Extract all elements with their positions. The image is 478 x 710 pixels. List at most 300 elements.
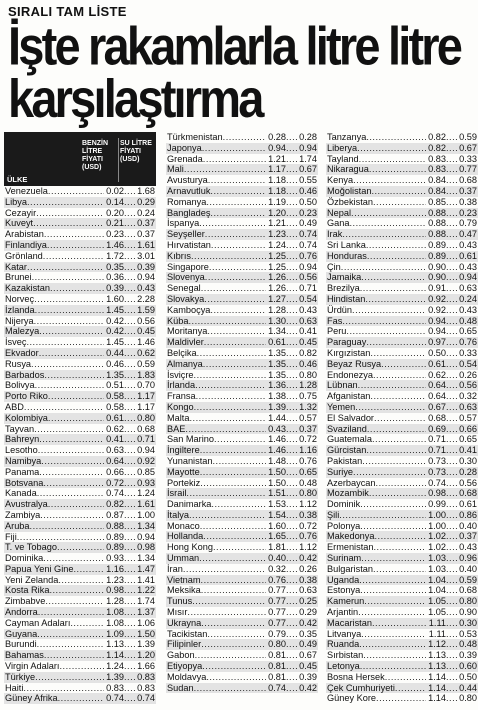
dot-leader <box>211 240 266 251</box>
dot-leader <box>446 272 457 283</box>
gasoline-price: 0.94 <box>428 315 446 326</box>
water-price: 0.44 <box>459 682 477 693</box>
table-row <box>166 326 318 337</box>
water-price: 0.25 <box>299 596 317 607</box>
water-price: 1.00 <box>137 509 155 520</box>
dot-leader <box>200 521 266 532</box>
country-name: Mısır <box>167 607 188 618</box>
gasoline-price: 0.64 <box>106 455 124 466</box>
country-name: Fiji <box>5 531 17 542</box>
country-name: Barbados <box>5 369 45 380</box>
dot-leader <box>286 553 297 564</box>
gasoline-price: 1.14 <box>428 693 446 704</box>
water-price: 1.50 <box>137 628 155 639</box>
water-price: 0.37 <box>137 229 155 240</box>
country-name: Kongo <box>167 401 194 412</box>
table-row <box>326 402 478 413</box>
water-price: 1.47 <box>137 563 155 574</box>
table-row <box>166 359 318 370</box>
dot-leader <box>124 693 135 704</box>
dot-leader <box>48 499 104 510</box>
gasoline-price: 1.20 <box>268 207 286 218</box>
water-price: 0.76 <box>299 531 317 542</box>
water-price: 0.65 <box>459 326 477 337</box>
table-row <box>166 434 318 445</box>
table-row <box>4 456 156 467</box>
table-row <box>326 175 478 186</box>
water-price: 0.67 <box>459 142 477 153</box>
table-row <box>166 478 318 489</box>
dot-leader <box>124 380 135 391</box>
water-price: 0.45 <box>299 337 317 348</box>
dot-leader <box>286 639 297 650</box>
country-name: BAE <box>167 423 186 434</box>
dot-leader <box>45 596 104 607</box>
gasoline-price: 1.00 <box>428 520 446 531</box>
table-row <box>4 542 156 553</box>
dot-leader <box>286 164 297 175</box>
water-price: 0.70 <box>137 380 155 391</box>
country-name: San Marino <box>167 434 214 445</box>
water-price: 3.01 <box>137 250 155 261</box>
dot-leader <box>446 467 457 478</box>
dot-leader <box>124 564 135 575</box>
country-name: Beyaz Rusya <box>327 358 382 369</box>
dot-leader <box>381 359 426 370</box>
table-row <box>4 434 156 445</box>
country-name: Lesotho <box>5 445 38 456</box>
dot-leader <box>286 326 297 337</box>
water-price: 0.53 <box>459 628 477 639</box>
dot-leader <box>44 229 104 240</box>
dot-leader <box>446 402 457 413</box>
table-row <box>166 294 318 305</box>
gasoline-price: 0.23 <box>106 229 124 240</box>
table-row <box>326 585 478 596</box>
water-price: 0.68 <box>459 488 477 499</box>
water-price: 0.45 <box>137 326 155 337</box>
dot-leader <box>185 424 266 435</box>
country-name: Zambiya <box>5 509 41 520</box>
table-row <box>4 240 156 251</box>
gasoline-price: 0.41 <box>106 434 124 445</box>
dot-leader <box>43 553 104 564</box>
table-row <box>166 337 318 348</box>
dot-leader <box>73 564 104 575</box>
gasoline-price: 1.23 <box>106 574 124 585</box>
dot-leader <box>286 186 297 197</box>
dot-leader <box>286 316 297 327</box>
dot-leader <box>446 693 457 704</box>
dot-leader <box>214 434 266 445</box>
dot-leader <box>446 672 457 683</box>
gasoline-price: 1.60 <box>106 293 124 304</box>
table-row <box>166 467 318 478</box>
country-name: Haiti <box>5 682 24 693</box>
dot-leader <box>36 208 104 219</box>
dot-leader <box>446 521 457 532</box>
dot-leader <box>223 132 266 143</box>
table-row <box>4 467 156 478</box>
water-price: 0.75 <box>299 391 317 402</box>
water-price: 0.41 <box>459 445 477 456</box>
dot-leader <box>372 434 426 445</box>
gasoline-price: 0.81 <box>268 650 286 661</box>
water-price: 0.94 <box>137 272 155 283</box>
water-price: 0.98 <box>137 542 155 553</box>
table-row <box>4 197 156 208</box>
headline: İşte rakamlarla litre litre karşılaştırma <box>8 15 461 129</box>
dot-leader <box>195 380 266 391</box>
dot-leader <box>360 585 426 596</box>
water-price: 0.74 <box>137 693 155 704</box>
dot-leader <box>286 683 297 694</box>
dot-leader <box>49 585 104 596</box>
dot-leader <box>349 218 426 229</box>
dot-leader <box>124 683 135 694</box>
dot-leader <box>204 337 266 348</box>
dot-leader <box>286 650 297 661</box>
dot-leader <box>362 456 426 467</box>
table-row <box>326 370 478 381</box>
dot-leader <box>365 294 426 305</box>
dot-leader <box>346 326 426 337</box>
dot-leader <box>286 305 297 316</box>
dot-leader <box>446 326 457 337</box>
dot-leader <box>124 262 135 273</box>
gasoline-price: 1.54 <box>268 509 286 520</box>
price-table-column-3 <box>326 132 478 704</box>
country-name: Avustralya <box>5 499 48 510</box>
gasoline-price: 1.02 <box>428 542 446 553</box>
dot-leader <box>124 391 135 402</box>
country-name: Jamaika <box>327 272 362 283</box>
water-price: 1.22 <box>137 585 155 596</box>
gasoline-price: 0.77 <box>268 585 286 596</box>
gasoline-price: 1.44 <box>268 412 286 423</box>
dot-leader <box>446 456 457 467</box>
water-price: 0.48 <box>459 639 477 650</box>
water-price: 0.41 <box>299 326 317 337</box>
header-divider <box>118 138 119 182</box>
table-row <box>4 370 156 381</box>
table-row <box>326 218 478 229</box>
country-name: Surinam <box>327 553 362 564</box>
water-price: 0.82 <box>299 347 317 358</box>
gasoline-price: 0.94 <box>268 142 286 153</box>
water-price: 0.61 <box>459 250 477 261</box>
table-row <box>4 218 156 229</box>
gasoline-price: 1.72 <box>106 250 124 261</box>
country-name: Gana <box>327 218 350 229</box>
country-name: Vietnam <box>167 574 201 585</box>
water-price: 0.42 <box>299 682 317 693</box>
gasoline-price: 0.77 <box>268 617 286 628</box>
dot-leader <box>35 672 104 683</box>
dot-leader <box>40 510 104 521</box>
table-row <box>326 424 478 435</box>
table-row <box>4 186 156 197</box>
table-row <box>326 542 478 553</box>
country-name: Almanya <box>167 358 203 369</box>
dot-leader <box>446 348 457 359</box>
dot-leader <box>357 143 426 154</box>
table-row <box>4 208 156 219</box>
dot-leader <box>205 229 266 240</box>
gasoline-price: 0.14 <box>106 196 124 207</box>
dot-leader <box>376 478 426 489</box>
gasoline-price: 1.12 <box>428 639 446 650</box>
dot-leader <box>370 391 426 402</box>
dot-leader <box>446 294 457 305</box>
table-row <box>326 683 478 694</box>
water-price: 0.56 <box>459 477 477 488</box>
dot-leader <box>355 402 426 413</box>
dot-leader <box>196 391 266 402</box>
gasoline-price: 1.38 <box>268 391 286 402</box>
country-name: Hollanda <box>167 531 204 542</box>
country-name: Kenya <box>327 175 354 186</box>
gasoline-price: 1.18 <box>268 185 286 196</box>
country-name: Bulgaristan <box>327 563 373 574</box>
dot-leader <box>370 348 426 359</box>
table-row <box>4 650 156 661</box>
gasoline-price: 0.76 <box>268 574 286 585</box>
gasoline-price: 0.73 <box>428 466 446 477</box>
dot-leader <box>286 262 297 273</box>
gasoline-price: 0.40 <box>268 553 286 564</box>
table-row <box>326 445 478 456</box>
table-row <box>166 639 318 650</box>
gasoline-price: 0.32 <box>268 563 286 574</box>
country-name: İsrail <box>167 488 187 499</box>
table-row <box>166 564 318 575</box>
water-price: 0.74 <box>299 239 317 250</box>
dot-leader <box>446 208 457 219</box>
dot-leader <box>124 434 135 445</box>
gasoline-price: 0.89 <box>428 239 446 250</box>
dot-leader <box>446 175 457 186</box>
table-row <box>166 175 318 186</box>
table-row <box>166 262 318 273</box>
gasoline-price: 0.68 <box>428 412 446 423</box>
gasoline-price: 1.60 <box>268 520 286 531</box>
country-name: Norveç <box>5 293 35 304</box>
gasoline-price: 0.85 <box>428 196 446 207</box>
table-row <box>4 693 156 704</box>
table-row <box>166 316 318 327</box>
dot-leader <box>192 596 266 607</box>
water-price: 0.68 <box>137 423 155 434</box>
water-price: 0.94 <box>137 445 155 456</box>
dot-leader <box>373 197 426 208</box>
table-row <box>326 229 478 240</box>
dot-leader <box>194 683 266 694</box>
water-price: 0.43 <box>459 542 477 553</box>
dot-leader <box>446 499 457 510</box>
table-row <box>166 618 318 629</box>
country-name: T. ve Tobago <box>5 542 57 553</box>
water-price: 0.26 <box>459 369 477 380</box>
table-row <box>166 672 318 683</box>
water-price: 0.37 <box>299 423 317 434</box>
country-name: Papua Yeni Gine <box>5 563 74 574</box>
water-price: 0.46 <box>299 358 317 369</box>
country-name: Fas <box>327 315 343 326</box>
dot-leader <box>27 197 104 208</box>
water-price: 0.39 <box>459 650 477 661</box>
country-name: Kolombiya <box>5 412 48 423</box>
dot-leader <box>186 488 266 499</box>
water-price: 1.17 <box>137 391 155 402</box>
gasoline-price: 0.51 <box>106 380 124 391</box>
gasoline-price: 0.74 <box>106 693 124 704</box>
dot-leader <box>201 618 266 629</box>
water-price: 0.43 <box>459 261 477 272</box>
country-name: Malezya <box>5 326 40 337</box>
table-row <box>166 629 318 640</box>
table-header <box>4 132 156 186</box>
dot-leader <box>207 629 266 640</box>
table-row <box>4 478 156 489</box>
water-price: 1.59 <box>137 304 155 315</box>
water-price: 0.71 <box>299 283 317 294</box>
dot-leader <box>360 499 426 510</box>
dot-leader <box>201 283 266 294</box>
dot-leader <box>286 413 297 424</box>
dot-leader <box>38 607 104 618</box>
table-row <box>166 413 318 424</box>
water-price: 0.38 <box>299 509 317 520</box>
country-name: Libya <box>5 196 27 207</box>
table-row <box>166 164 318 175</box>
water-price: 0.42 <box>299 553 317 564</box>
country-name: Cezayir <box>5 207 37 218</box>
water-price: 0.67 <box>299 164 317 175</box>
dot-leader <box>395 683 426 694</box>
gasoline-price: 0.64 <box>428 380 446 391</box>
dot-leader <box>286 596 297 607</box>
table-row <box>4 661 156 672</box>
country-name: Grönland <box>5 250 43 261</box>
gasoline-price: 1.26 <box>268 283 286 294</box>
table-row <box>326 467 478 478</box>
dot-leader <box>286 542 297 553</box>
country-name: Arabistan <box>5 229 44 240</box>
country-name: Cayman Adaları <box>5 617 71 628</box>
country-name: Guatemala <box>327 434 372 445</box>
water-price: 0.26 <box>299 563 317 574</box>
gasoline-price: 0.82 <box>106 499 124 510</box>
table-row <box>166 391 318 402</box>
gasoline-price: 0.89 <box>106 542 124 553</box>
country-name: Nikaragua <box>327 164 369 175</box>
gasoline-price: 1.21 <box>268 218 286 229</box>
dot-leader <box>341 262 426 273</box>
country-name: Arjantin <box>327 607 359 618</box>
table-row <box>4 553 156 564</box>
country-name: Burundi <box>5 639 37 650</box>
water-price: 0.62 <box>137 347 155 358</box>
country-name: Dominika <box>5 553 44 564</box>
table-row <box>166 607 318 618</box>
water-price: 0.61 <box>459 499 477 510</box>
dot-leader <box>124 316 135 327</box>
table-row <box>4 348 156 359</box>
table-row <box>4 272 156 283</box>
dot-leader <box>17 532 104 543</box>
table-row <box>326 164 478 175</box>
country-name: Çin <box>327 261 341 272</box>
dot-leader <box>210 208 266 219</box>
dot-leader <box>199 218 266 229</box>
table-row <box>326 251 478 262</box>
country-name: Grenada <box>167 153 203 164</box>
country-name: Fransa <box>167 391 196 402</box>
dot-leader <box>208 175 266 186</box>
table-row <box>166 154 318 165</box>
water-price: 0.68 <box>459 585 477 596</box>
country-name: Uganda <box>327 574 360 585</box>
gasoline-price: 1.05 <box>428 607 446 618</box>
gasoline-price: 0.90 <box>428 272 446 283</box>
price-table-column-1 <box>4 132 156 704</box>
dot-leader <box>124 542 135 553</box>
country-name: Venezuela <box>5 186 48 196</box>
table-row <box>326 456 478 467</box>
gasoline-price: 0.64 <box>428 391 446 402</box>
dot-leader <box>44 650 104 661</box>
dot-leader <box>59 661 104 672</box>
dot-leader <box>446 262 457 273</box>
dot-leader <box>124 251 135 262</box>
gasoline-price: 1.24 <box>268 239 286 250</box>
water-price: 0.71 <box>137 434 155 445</box>
table-row <box>4 402 156 413</box>
water-price: 0.63 <box>459 401 477 412</box>
water-price: 0.59 <box>459 132 477 142</box>
water-price: 0.43 <box>299 304 317 315</box>
dot-leader <box>358 607 426 618</box>
gasoline-price: 0.80 <box>268 639 286 650</box>
gasoline-price: 0.84 <box>428 185 446 196</box>
gasoline-price: 0.74 <box>428 477 446 488</box>
dot-leader <box>124 478 135 489</box>
dot-leader <box>35 305 104 316</box>
water-price: 0.42 <box>299 617 317 628</box>
dot-leader <box>124 413 135 424</box>
dot-leader <box>39 467 104 478</box>
dot-leader <box>124 294 135 305</box>
gasoline-price: 1.46 <box>106 239 124 250</box>
water-price: 0.63 <box>459 283 477 294</box>
dot-leader <box>203 154 266 165</box>
dot-leader <box>339 510 426 521</box>
country-name: Botsvana <box>5 477 44 488</box>
gasoline-price: 0.62 <box>428 369 446 380</box>
dot-leader <box>385 672 426 683</box>
gasoline-price: 0.88 <box>428 218 446 229</box>
dot-leader <box>194 370 266 381</box>
dot-leader <box>34 424 104 435</box>
dot-leader <box>446 305 457 316</box>
dot-leader <box>363 650 426 661</box>
country-name: Küba <box>167 315 189 326</box>
water-price: 0.39 <box>137 261 155 272</box>
country-name: Monaco <box>167 520 200 531</box>
country-name: Bangladeş <box>167 207 211 218</box>
dot-leader <box>373 542 426 553</box>
